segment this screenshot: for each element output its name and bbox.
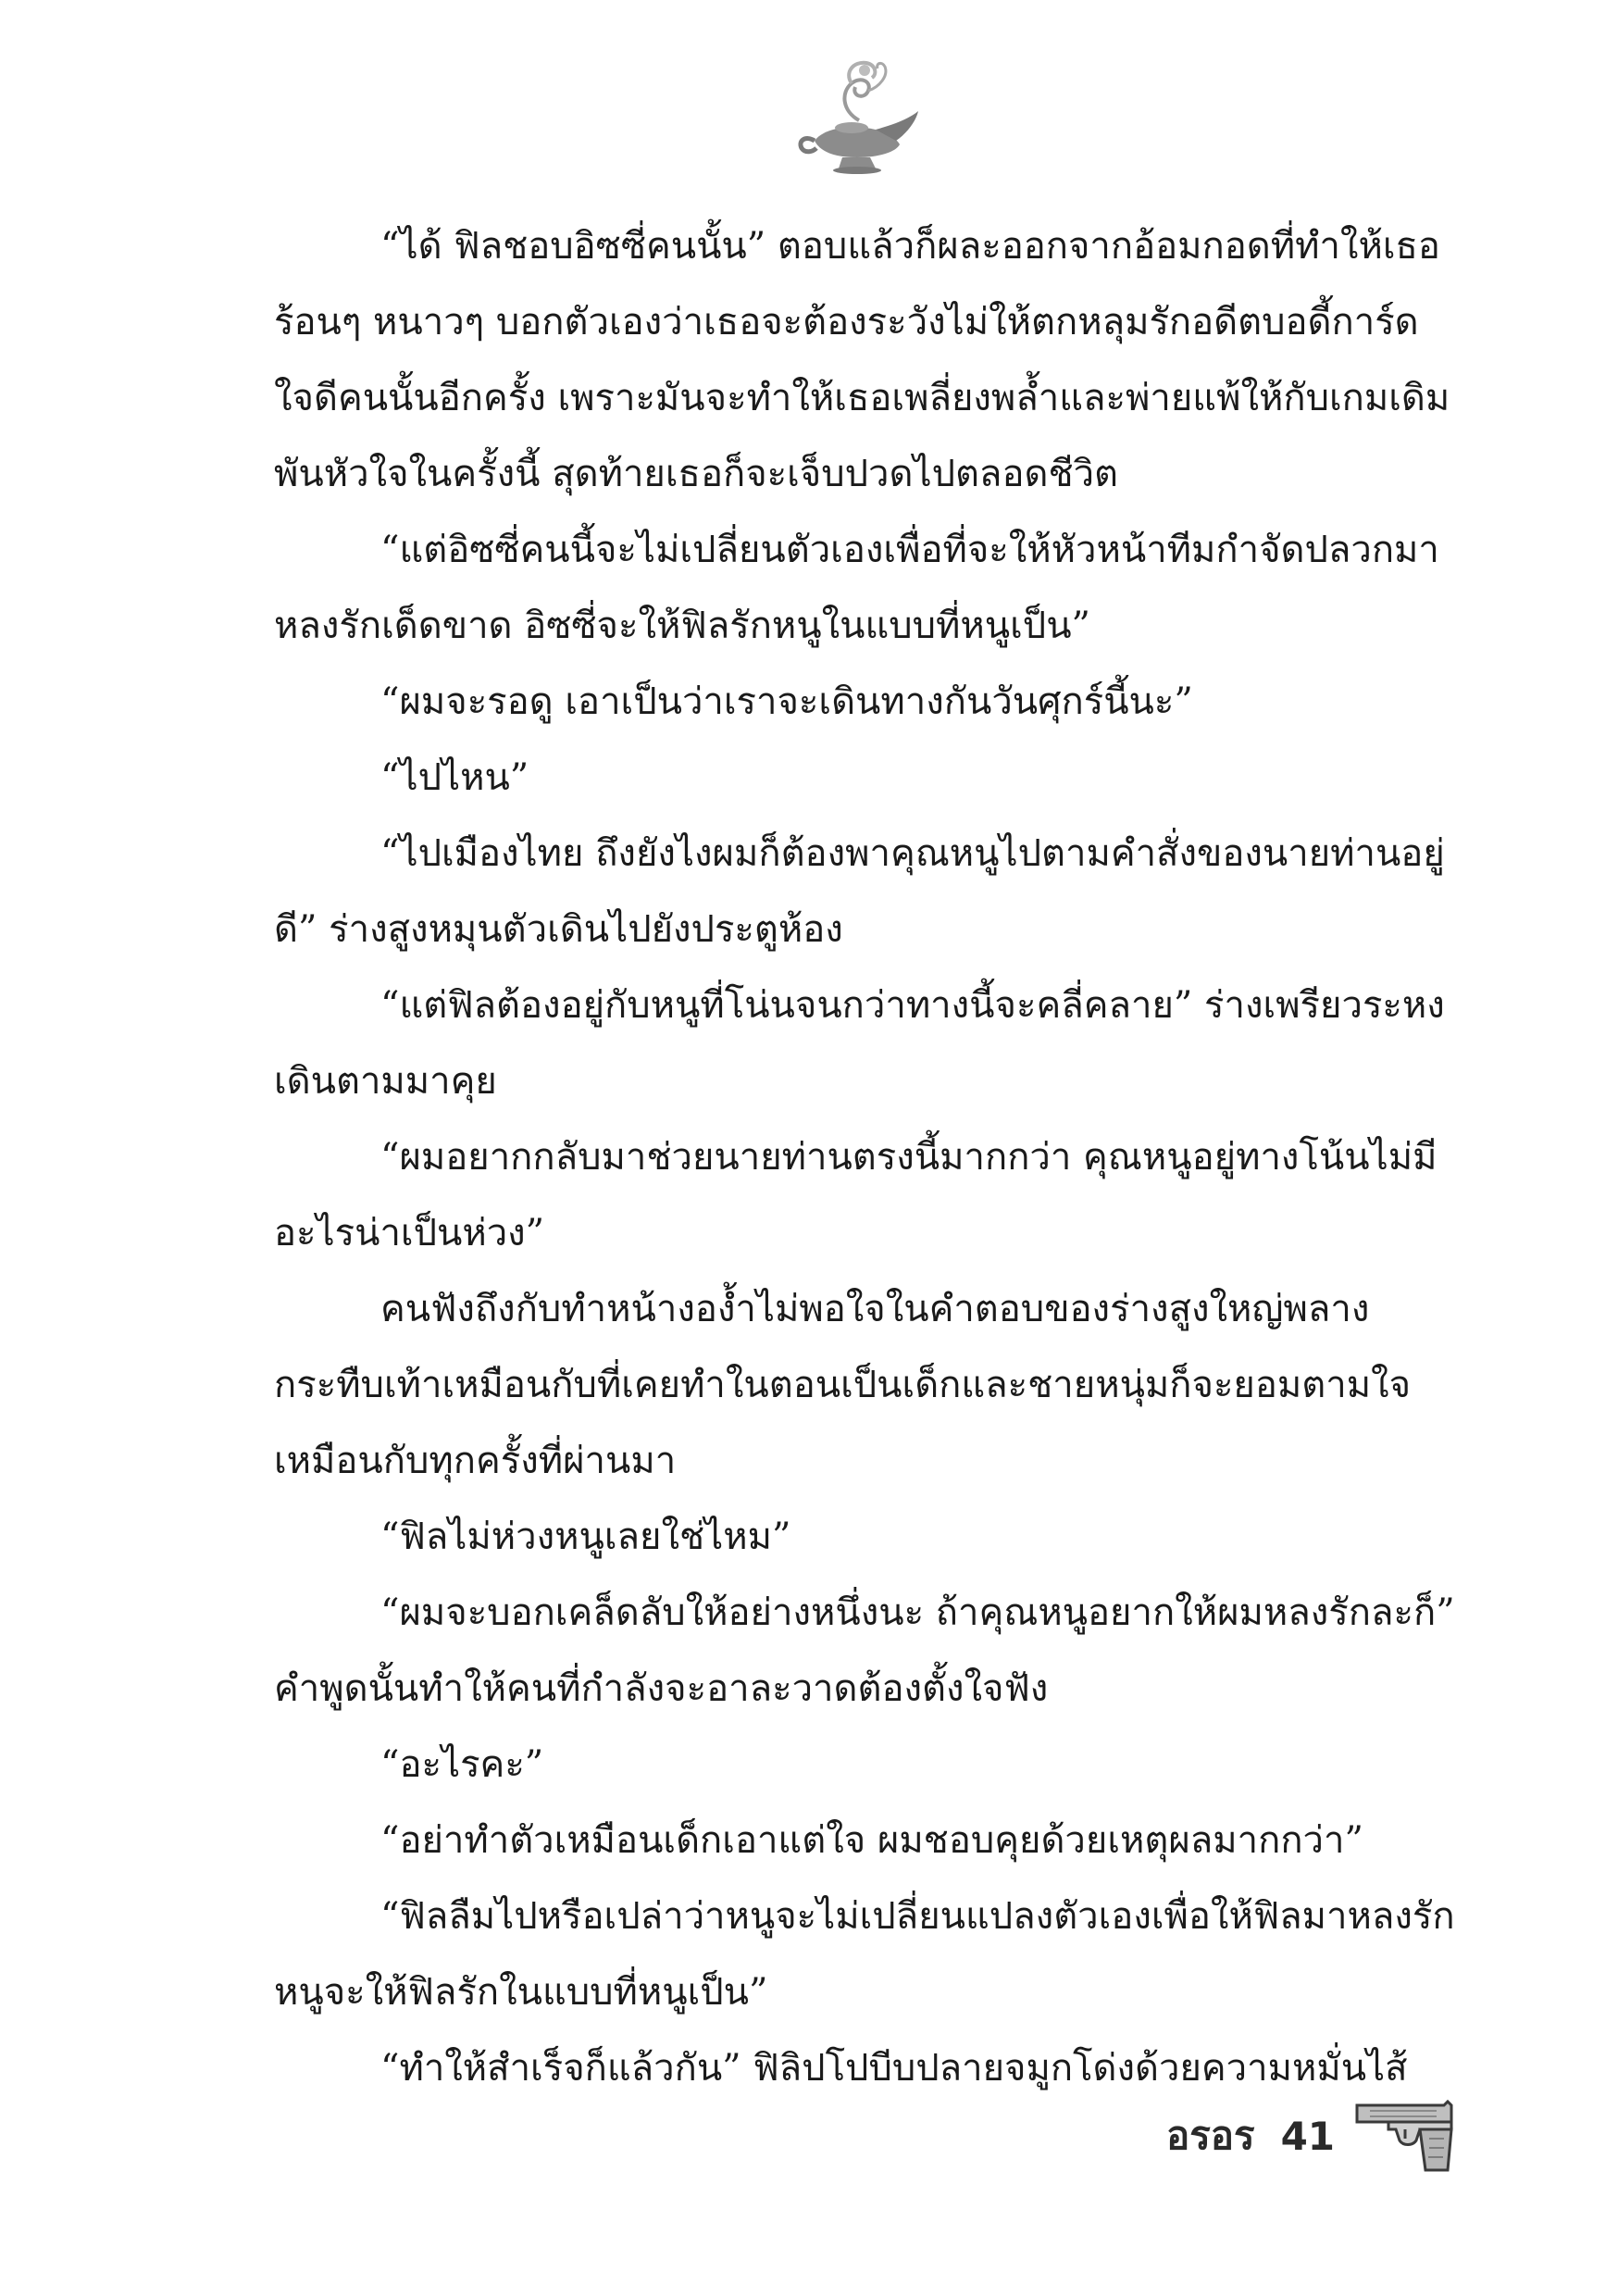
paragraph: “แต่ฟิลต้องอยู่กับหนูที่โน่นจนกว่าทางนี้จะคลี่คลาย” ร่างเพรียวระหงเดินตามมาคุย <box>274 984 1445 1103</box>
author-name: อรอร <box>1166 2113 1255 2158</box>
paragraph: “ฟิลไม่ห่วงหนูเลยใช่ไหม” <box>380 1516 791 1558</box>
paragraph: “ไปไหน” <box>380 756 529 799</box>
page-footer <box>1166 2094 1455 2177</box>
paragraph: “ได้ ฟิลชอบอิซซี่คนนั้น” ตอบแล้วก็ผละออกจากอ้อมกอดที่ทำให้เธอร้อนๆ หนาวๆ บอกตัวเองว่าเธอจะต้องระวังไม่ให้ตกหลุมรักอดีตบอดี้การ์ดใจดีคนนั้นอีกครั้ง เพราะมันจะทำให้เธอเพลี่ยงพล้ำและพ่ายแพ้ให้กับเกมเดิมพันหัวใจในครั้งนี้ สุดท้ายเธอก็จะเจ็บปวดไปตลอดชีวิต <box>274 225 1450 495</box>
paragraph: “แต่อิซซี่คนนี้จะไม่เปลี่ยนตัวเองเพื่อที่จะให้หัวหน้าทีมกำจัดปลวกมาหลงรักเด็ดขาด อิซซี่จะให้ฟิลรักหนูในแบบที่หนูเป็น” <box>274 529 1439 647</box>
pistol-icon <box>1351 2098 1455 2174</box>
paragraph: “ฟิลลืมไปหรือเปล่าว่าหนูจะไม่เปลี่ยนแปลงตัวเองเพื่อให้ฟิลมาหลงรัก หนูจะให้ฟิลรักในแบบที่หนูเป็น” <box>274 1895 1455 2014</box>
genie-lamp-icon <box>787 56 926 176</box>
chapter-text <box>274 208 1463 2106</box>
paragraph: “ทำให้สำเร็จก็แล้วกัน” ฟิลิปโปบีบปลายจมูกโด่งด้วยความหมั่นไส้ <box>380 2047 1408 2090</box>
paragraph: “ผมจะบอกเคล็ดลับให้อย่างหนึ่งนะ ถ้าคุณหนูอยากให้ผมหลงรักละก็” คำพูดนั้นทำให้คนที่กำลังจะอาละวาดต้องตั้งใจฟัง <box>274 1591 1455 1710</box>
page-number: 41 <box>1280 2113 1336 2159</box>
paragraph: คนฟังถึงกับทำหน้างอง้ำไม่พอใจในคำตอบของร่างสูงใหญ่พลางกระทืบเท้าเหมือนกับที่เคยทำในตอนเป็นเด็กและชายหนุ่มก็จะยอมตามใจเหมือนกับทุกครั้งที่ผ่านมา <box>274 1288 1412 1482</box>
paragraph: “อย่าทำตัวเหมือนเด็กเอาแต่ใจ ผมชอบคุยด้วยเหตุผลมากกว่า” <box>380 1819 1363 1862</box>
paragraph: “ไปเมืองไทย ถึงยังไงผมก็ต้องพาคุณหนูไปตามคำสั่งของนายท่านอยู่ดี” ร่างสูงหมุนตัวเดินไปยังประตูห้อง <box>274 832 1445 951</box>
paragraph: “อะไรคะ” <box>380 1743 544 1786</box>
paragraph: “ผมจะรอดู เอาเป็นว่าเราจะเดินทางกันวันศุกร์นี้นะ” <box>380 680 1193 723</box>
paragraph: “ผมอยากกลับมาช่วยนายท่านตรงนี้มากกว่า คุณหนูอยู่ทางโน้นไม่มีอะไรน่าเป็นห่วง” <box>274 1136 1438 1254</box>
